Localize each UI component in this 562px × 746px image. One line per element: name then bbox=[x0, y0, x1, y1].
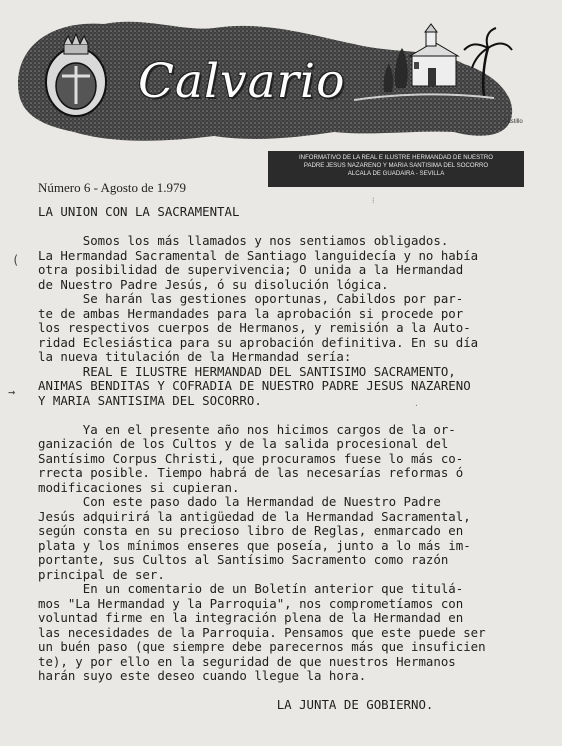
margin-mark: → bbox=[8, 385, 16, 399]
banner-line: ALCALA DE GUADAIRA - SEVILLA bbox=[347, 170, 445, 177]
masthead-title: Calvario bbox=[138, 54, 346, 109]
masthead-banner bbox=[268, 151, 524, 187]
artist-signature: Castillo bbox=[503, 119, 523, 125]
banner-line: INFORMATIVO DE LA REAL E ILUSTRE HERMANDAD DE NUESTRO bbox=[298, 154, 493, 161]
margin-mark: ( bbox=[12, 253, 20, 267]
article bbox=[38, 205, 558, 713]
paper-speck: ⁝ bbox=[372, 196, 375, 205]
paper-speck: · bbox=[414, 401, 419, 410]
chapel-icon bbox=[410, 24, 458, 86]
article-closing: LA JUNTA DE GOBIERNO. bbox=[276, 697, 434, 712]
issue-info: Número 6 - Agosto de 1.979 bbox=[38, 180, 187, 195]
article-heading: LA UNION CON LA SACRAMENTAL bbox=[38, 204, 240, 219]
masthead bbox=[14, 14, 524, 152]
banner-line: PADRE JESUS NAZARENO Y MARIA SANTISIMA DEL SOCORRO bbox=[303, 162, 489, 169]
article-body: Somos los más llamados y nos sentiamos obligados. La Hermandad Sacramental de Santiago languidecía y no había otra posibilidad de supervivencia; O unida a la Hermandad de Nuestro Padre Jesús, ó su disolución lógica. Se harán las gestiones oportunas, Cabildos por par- te de ambas Hermandades para la aprobación si procede por los respectivos cuerpos de Hermanos, y remisión a la Auto- ridad Eclesiástica para su aprobación definitiva. En su día la nueva titulación de la Hermandad sería: REAL E ILUSTRE HERMANDAD DEL SANTISIMO SACRAMENTO, ANIMAS BENDITAS Y COFRADIA DE NUESTRO PADRE JESUS NAZARENO Y MARIA SANTISIMA DEL SOCORRO. Ya en el presente año nos hicimos cargos de la or- ganización de los Cultos y de la salida procesional del Santísimo Corpus Christi, que procuramos fuese lo más co- rrecta posible. Tiempo habrá de las necesarías reformas ó modificaciones si cupieran. Con este paso dado la Hermandad de Nuestro Padre Jesús adquirirá la antigüedad de la Hermandad Sacramental, según consta en su precioso libro de Reglas, enmarcado en plata y los mínimos enseres que poseía, junto a lo más im- portante, sus Cultos al Santísimo Sacramento como razón principal de ser. En un comentario de un Boletín anterior que titulá- mos "La Hermandad y la Parroquia", nos comprometíamos con voluntad firme en la integración plena de la Hermandad en las necesidades de la Parroquia. Pensamos que este puede ser un buén paso (que siempre debe parecernos más que insuficien te), y por ello en la seguridad de que nuestros Hermanos harán suyo este deseo cuando llegue la hora. bbox=[38, 233, 486, 683]
